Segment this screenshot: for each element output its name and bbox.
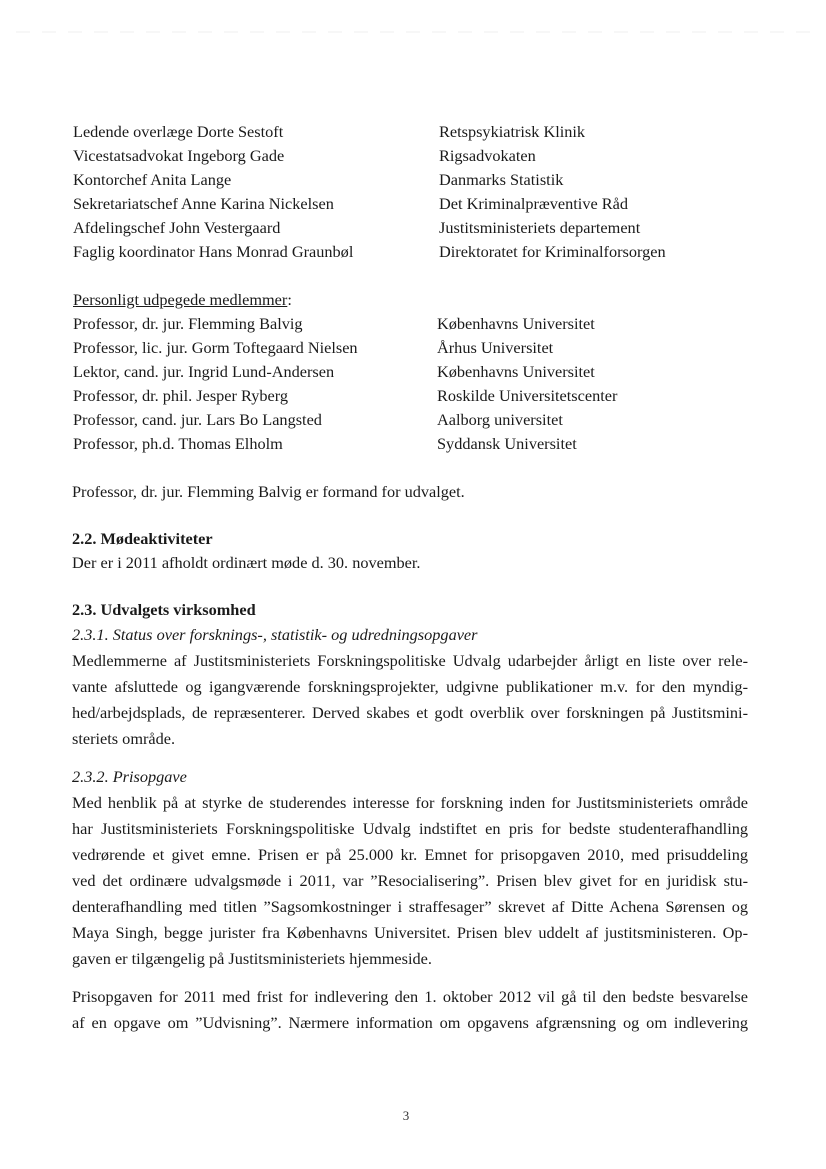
paragraph-line: har Justitsministeriets Forskningspolitiske Udvalg indstiftet en pris for bedste studenterafhandling — [72, 819, 748, 838]
chair-statement: Professor, dr. jur. Flemming Balvig er formand for udvalget. — [72, 482, 465, 501]
paragraph-line: gaven er tilgængelig på Justitsministeriets hjemmeside. — [72, 949, 432, 968]
member-name: Kontorchef Anita Lange — [73, 170, 232, 189]
section-2-3-2-paragraph-2 — [72, 984, 748, 1036]
member-organization: Aalborg universitet — [437, 410, 563, 429]
member-organization: Direktoratet for Kriminalforsorgen — [439, 242, 666, 261]
member-name: Ledende overlæge Dorte Sestoft — [73, 122, 284, 141]
paragraph-line: ved det ordinære udvalgsmøde i 2011, var ”Resocialisering”. Prisen blev givet for en juridisk stu- — [72, 871, 748, 890]
paragraph-line: hed/arbejdsplads, de repræsenterer. Derved skabes et godt overblik over forskningen på Justitsmini- — [72, 703, 748, 722]
member-organization: Københavns Universitet — [437, 362, 595, 381]
member-organization: Danmarks Statistik — [439, 170, 564, 189]
member-name: Faglig koordinator Hans Monrad Graunbøl — [73, 242, 354, 261]
paragraph-line: steriets område. — [72, 729, 176, 748]
member-organization: Det Kriminalpræventive Råd — [439, 194, 628, 213]
member-name: Professor, ph.d. Thomas Elholm — [73, 434, 283, 453]
section-2-3-heading: 2.3. Udvalgets virksomhed — [72, 600, 256, 619]
paragraph-line: vante afsluttede og igangværende forskningsprojekter, udgivne publikationer m.v. for den myndig- — [72, 677, 748, 696]
paragraph-line: af en opgave om ”Udvisning”. Nærmere information om opgavens afgrænsning og om indlevering — [72, 1013, 748, 1032]
member-name: Afdelingschef John Vestergaard — [73, 218, 281, 237]
paragraph-line: vedrørende et givet emne. Prisen er på 25.000 kr. Emnet for prisopgaven 2010, med prisuddeling — [72, 845, 748, 864]
member-name: Professor, dr. phil. Jesper Ryberg — [73, 386, 289, 405]
paragraph-line: Med henblik på at styrke de studerendes interesse for forskning inden for Justitsministeriets område — [72, 793, 748, 812]
personal-members-heading — [73, 288, 292, 312]
section-2-3-1-paragraph — [72, 648, 748, 752]
section-2-3-2-heading: 2.3.2. Prisopgave — [72, 767, 187, 786]
heading-colon: : — [287, 290, 292, 309]
member-name: Lektor, cand. jur. Ingrid Lund-Andersen — [73, 362, 335, 381]
member-organization: Roskilde Universitetscenter — [437, 386, 618, 405]
section-2-2-heading: 2.2. Mødeaktiviteter — [72, 529, 213, 548]
section-2-3-1-heading: 2.3.1. Status over forsknings-, statistik- og udredningsopgaver — [72, 625, 478, 644]
member-name: Professor, cand. jur. Lars Bo Langsted — [73, 410, 322, 429]
member-organization: Syddansk Universitet — [437, 434, 577, 453]
member-organization: Rigsadvokaten — [439, 146, 536, 165]
member-name: Sekretariatschef Anne Karina Nickelsen — [73, 194, 334, 213]
personal-members-heading-text: Personligt udpegede medlemmer — [73, 290, 288, 309]
section-2-2-text: Der er i 2011 afholdt ordinært møde d. 30. november. — [72, 553, 421, 572]
member-organization: Justitsministeriets departement — [439, 218, 641, 237]
paragraph-line: denterafhandling med titlen ”Sagsomkostninger i straffesager” skrevet af Ditte Achena Sørensen og — [72, 897, 748, 916]
scan-artifact-line — [16, 31, 816, 33]
section-2-3-2-paragraph — [72, 790, 748, 972]
member-name: Professor, lic. jur. Gorm Toftegaard Nielsen — [73, 338, 358, 357]
member-organization: Københavns Universitet — [437, 314, 595, 333]
member-organization: Århus Universitet — [437, 338, 554, 357]
paragraph-line: Maya Singh, begge jurister fra Københavns Universitet. Prisen blev uddelt af justitsministeren. Op- — [72, 923, 748, 942]
paragraph-line: Prisopgaven for 2011 med frist for indlevering den 1. oktober 2012 vil gå til den bedste besvarelse — [72, 987, 748, 1006]
member-name: Vicestatsadvokat Ingeborg Gade — [73, 146, 285, 165]
member-name: Professor, dr. jur. Flemming Balvig — [73, 314, 303, 333]
page-number: 3 — [402, 1108, 410, 1123]
paragraph-line: Medlemmerne af Justitsministeriets Forskningspolitiske Udvalg udarbejder årligt en liste over rele- — [72, 651, 748, 670]
member-organization: Retspsykiatrisk Klinik — [439, 122, 586, 141]
